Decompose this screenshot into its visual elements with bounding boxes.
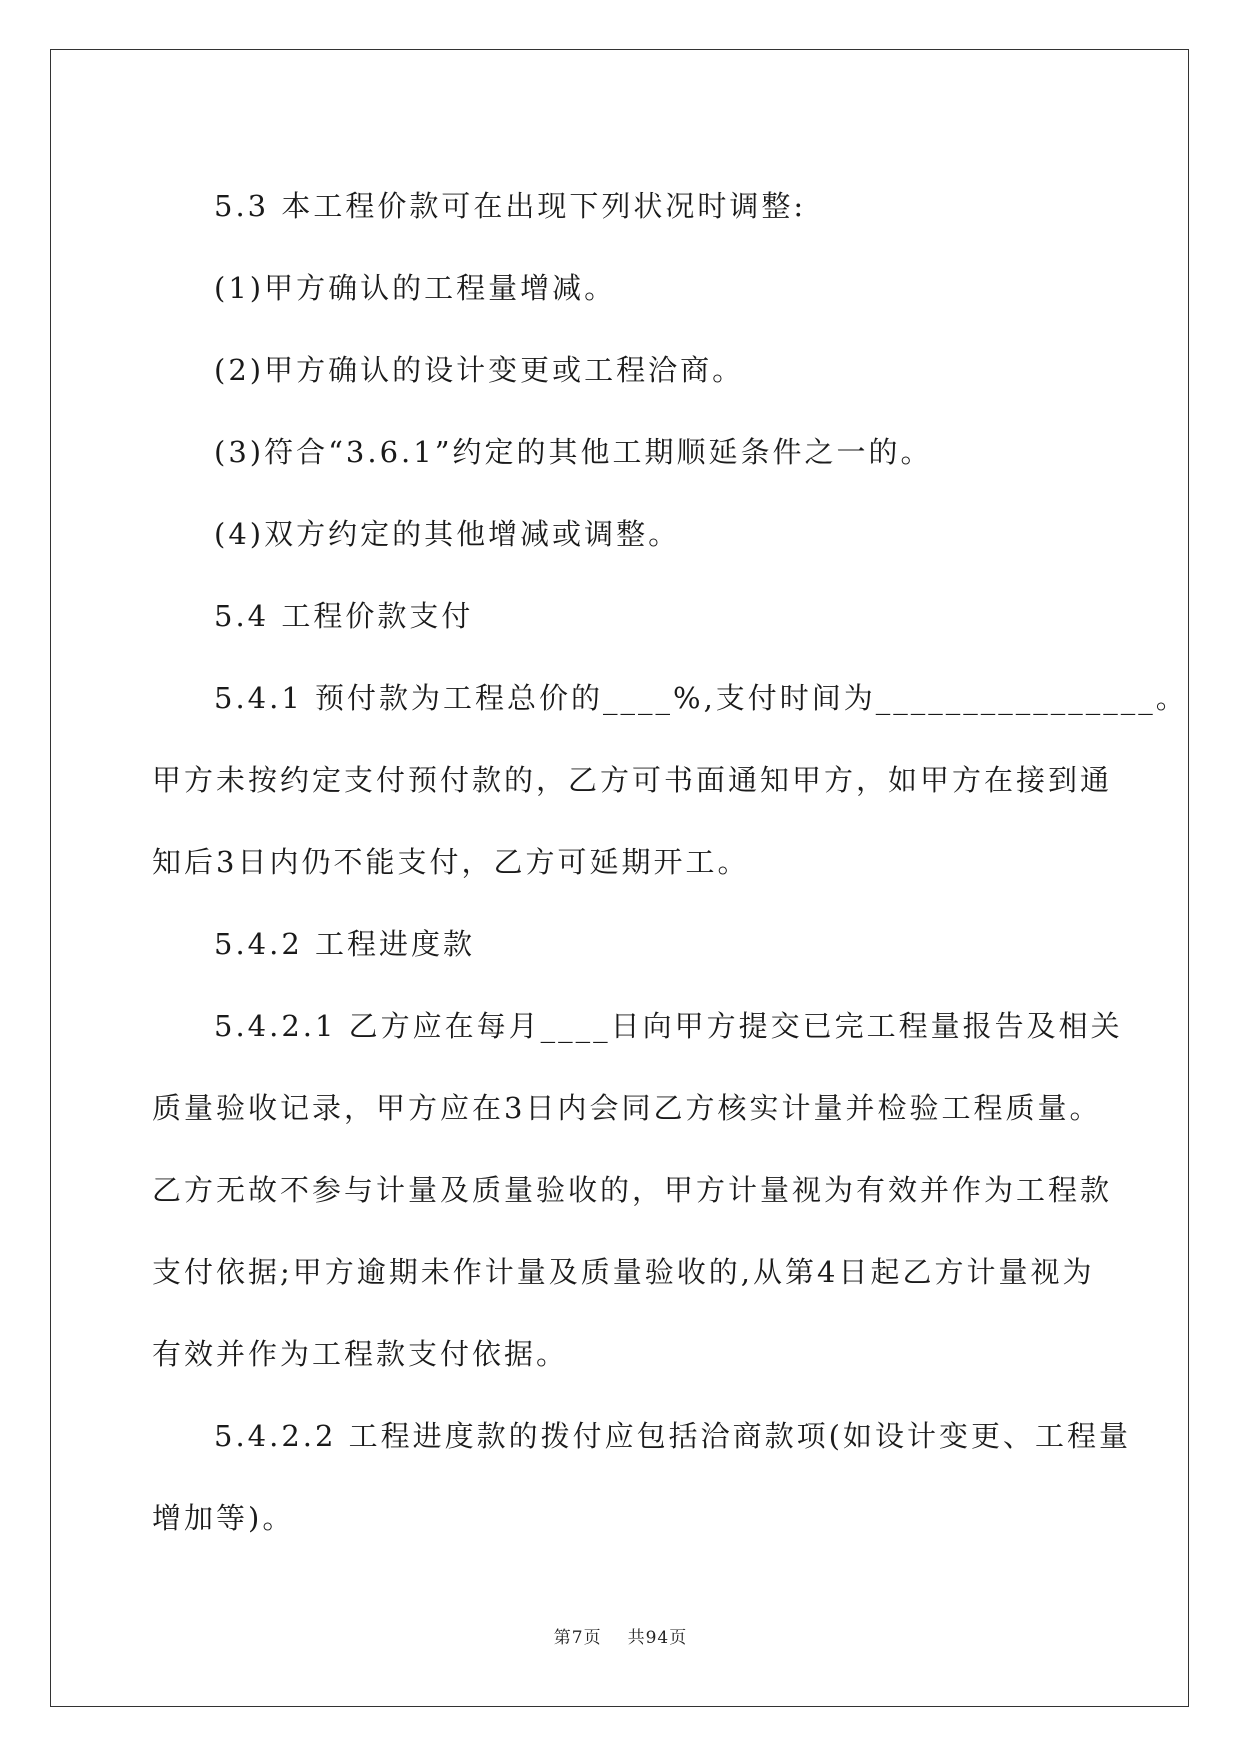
current-page-number: 第7页	[553, 1628, 602, 1648]
text-line: (1)甲方确认的工程量增减。	[214, 271, 617, 305]
text-line: 质量验收记录，甲方应在3日内会同乙方核实计量并检验工程质量。	[152, 1091, 1102, 1125]
text-line: 5.4.2.1 乙方应在每月____日向甲方提交已完工程量报告及相关	[214, 1009, 1123, 1043]
text-line: 知后3日内仍不能支付，乙方可延期开工。	[152, 845, 750, 879]
text-line: (4)双方约定的其他增减或调整。	[214, 517, 681, 551]
text-line: 甲方未按约定支付预付款的，乙方可书面通知甲方，如甲方在接到通	[152, 763, 1113, 797]
text-line: 支付依据;甲方逾期未作计量及质量验收的,从第4日起乙方计量视为	[152, 1255, 1095, 1289]
text-line: 增加等)。	[152, 1501, 295, 1535]
text-line: 有效并作为工程款支付依据。	[152, 1337, 569, 1371]
text-line: (3)符合“3.6.1”约定的其他工期顺延条件之一的。	[214, 435, 933, 469]
document-body	[152, 165, 1188, 1559]
section-heading: 5.4 工程价款支付	[214, 599, 474, 633]
text-line: 5.4.1 预付款为工程总价的____%,支付时间为________________。	[214, 681, 1188, 715]
page-footer	[0, 1623, 1241, 1648]
text-line: 5.4.2.2 工程进度款的拨付应包括洽商款项(如设计变更、工程量	[214, 1419, 1131, 1453]
section-heading: 5.4.2 工程进度款	[214, 927, 476, 961]
total-page-count: 共94页	[627, 1628, 688, 1648]
text-line: 乙方无故不参与计量及质量验收的，甲方计量视为有效并作为工程款	[152, 1173, 1113, 1207]
text-line: 5.3 本工程价款可在出现下列状况时调整:	[214, 189, 807, 223]
text-line: (2)甲方确认的设计变更或工程洽商。	[214, 353, 745, 387]
